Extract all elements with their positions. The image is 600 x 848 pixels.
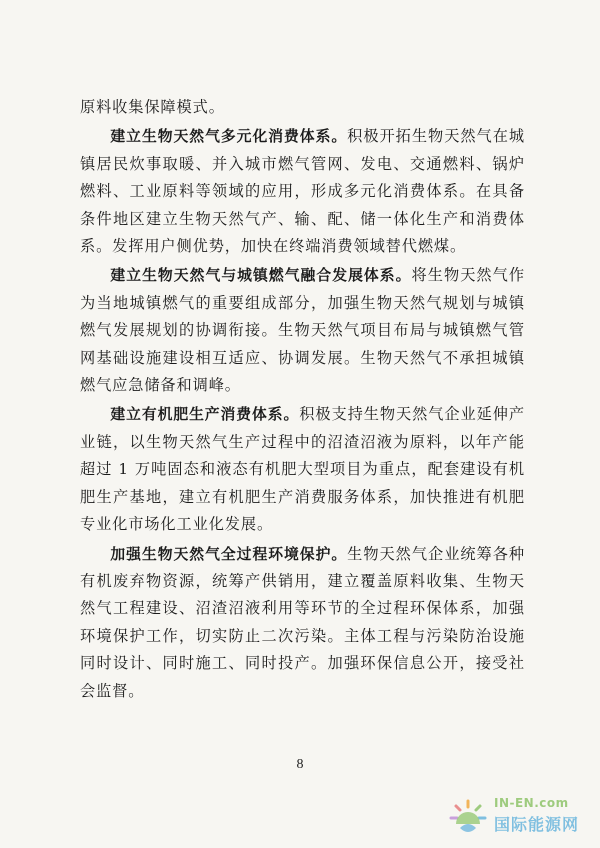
paragraph-heading: 建立有机肥生产消费体系。 — [110, 406, 300, 424]
paragraph-heading: 建立生物天然气多元化消费体系。 — [110, 128, 348, 146]
paragraph-environmental-protection — [80, 541, 525, 705]
paragraph-urban-gas-integration — [80, 262, 525, 399]
paragraph-heading: 建立生物天然气与城镇燃气融合发展体系。 — [110, 267, 412, 285]
paragraph-body: 积极开拓生物天然气在城镇居民炊事取暖、并入城市燃气管网、发电、交通燃料、锅炉燃料、工业原料等领域的应用，形成多元化消费体系。在具备条件地区建立生物天然气产、输、配、储一体化生产和消费体系。发挥用户侧优势，加快在终端消费领域替代燃煤。 — [80, 127, 525, 256]
watermark-domain: IN-EN.com — [494, 796, 569, 810]
paragraph-body: 原料收集保障模式。 — [80, 98, 225, 116]
paragraph-heading: 加强生物天然气全过程环境保护。 — [110, 545, 348, 563]
paragraph-organic-fertilizer — [80, 401, 525, 538]
paragraph-body: 积极支持生物天然气企业延伸产业链，以生物天然气生产过程中的沼渣沼液为原料，以年产能超过 1 万吨固态和液态有机肥大型项目为重点，配套建设有机肥生产基地，建立有机肥生产消费服务体系，加快推进有机肥专业化市场化工业化发展。 — [80, 405, 525, 534]
site-watermark — [442, 792, 592, 842]
paragraph-body: 将生物天然气作为当地城镇燃气的重要组成部分，加强生物天然气规划与城镇燃气发展规划的协调衔接。生物天然气项目布局与城镇燃气管网基础设施建设相互适应、协调发展。生物天然气不承担城镇燃气应急储备和调峰。 — [80, 266, 525, 395]
paragraph-consumption-system — [80, 123, 525, 260]
body-text — [80, 94, 525, 707]
sun-flower-icon — [448, 798, 488, 838]
paragraph-continuation — [80, 94, 525, 121]
paragraph-body: 生物天然气企业统筹各种有机废弃物资源，统筹产供销用，建立覆盖原料收集、生物天然气工程建设、沼渣沼液利用等环节的全过程环保体系，加强环境保护工作，切实防止二次污染。主体工程与污染防治设施同时设计、同时施工、同时投产。加强环保信息公开，接受社会监督。 — [80, 544, 525, 700]
page-number: 8 — [296, 757, 304, 772]
watermark-site-name: 国际能源网 — [494, 815, 580, 834]
